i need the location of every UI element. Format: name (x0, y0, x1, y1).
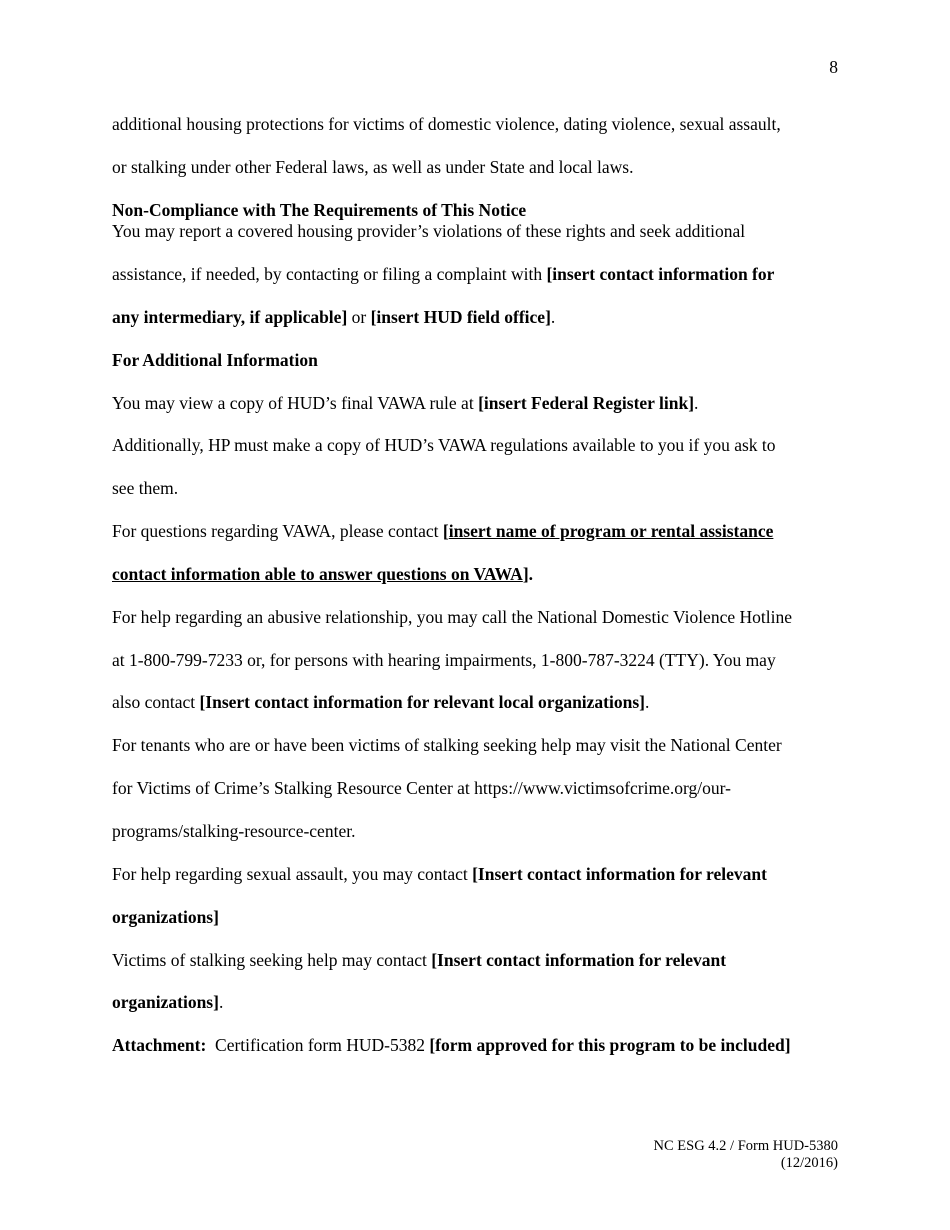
footer-form-id: NC ESG 4.2 / Form HUD-5380 (653, 1138, 838, 1154)
regulations-line-2: see them. (112, 478, 179, 498)
noncompliance-line-1: You may report a covered housing provider’s violations of these rights and seek additional (112, 221, 746, 241)
stalking-line-3: programs/stalking-resource-center. (112, 821, 356, 841)
noncompliance-line-2: assistance, if needed, by contacting or filing a complaint with [insert contact information for (112, 264, 775, 284)
hotline-line-2: at 1-800-799-7233 or, for persons with hearing impairments, 1-800-787-3224 (TTY). You may (112, 650, 776, 670)
victims-stalking-line-1: Victims of stalking seeking help may contact [Insert contact information for relevant (112, 950, 727, 970)
stalking-line-1: For tenants who are or have been victims of stalking seeking help may visit the National Center (112, 735, 782, 755)
regulations-line-1: Additionally, HP must make a copy of HUD’s VAWA regulations available to you if you ask to (112, 435, 776, 455)
victims-stalking-line-2: organizations]. (112, 992, 224, 1012)
sexual-assault-line-1: For help regarding sexual assault, you may contact [Insert contact information for relevant (112, 864, 767, 884)
noncompliance-line-3: any intermediary, if applicable] or [insert HUD field office]. (112, 307, 556, 327)
stalking-line-2: for Victims of Crime’s Stalking Resource Center at https://www.victimsofcrime.org/our- (112, 778, 731, 798)
additional-info-heading: For Additional Information (112, 350, 318, 370)
page-number: 8 (829, 57, 838, 77)
sexual-assault-line-2: organizations] (112, 907, 219, 927)
footer-date: (12/2016) (780, 1155, 838, 1171)
intro-line-1: additional housing protections for victims of domestic violence, dating violence, sexual assault, (112, 114, 781, 134)
hotline-line-1: For help regarding an abusive relationship, you may call the National Domestic Violence Hotline (112, 607, 792, 627)
vawa-rule-line: You may view a copy of HUD’s final VAWA rule at [insert Federal Register link]. (112, 393, 699, 413)
hotline-line-3: also contact [Insert contact information for relevant local organizations]. (112, 692, 650, 712)
questions-line-2: contact information able to answer questions on VAWA]. (112, 564, 534, 584)
intro-line-2: or stalking under other Federal laws, as well as under State and local laws. (112, 157, 634, 177)
noncompliance-heading: Non-Compliance with The Requirements of This Notice (112, 200, 527, 220)
footer (654, 1138, 838, 1172)
questions-line-1: For questions regarding VAWA, please contact [insert name of program or rental assistance (112, 521, 774, 541)
attachment-line: Attachment: Certification form HUD-5382 [form approved for this program to be included] (112, 1035, 791, 1055)
